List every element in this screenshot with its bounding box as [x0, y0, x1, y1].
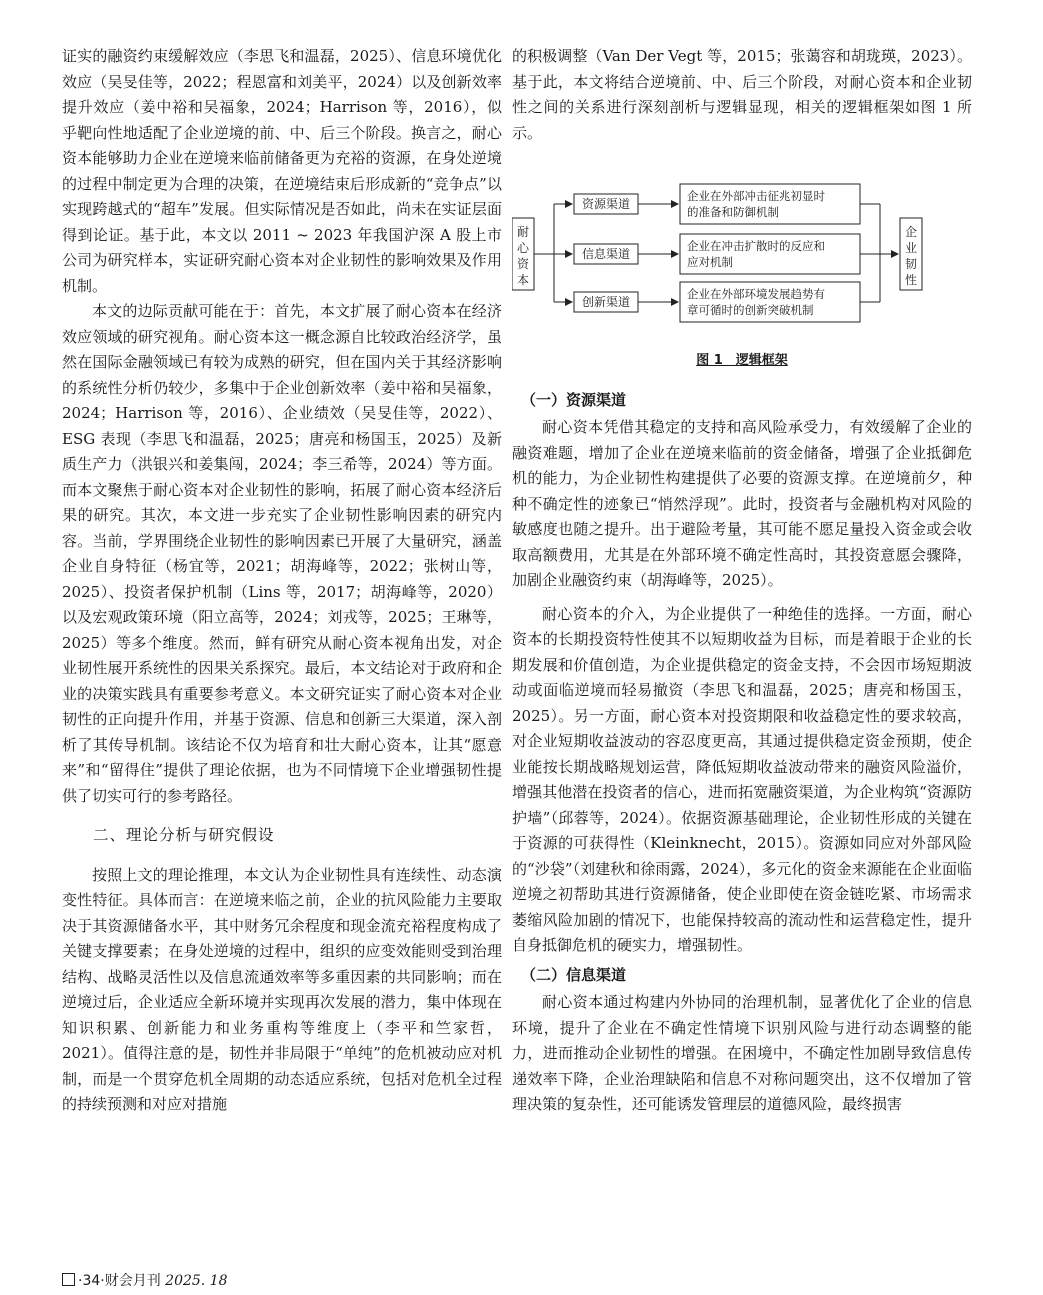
page-footer	[62, 1270, 228, 1290]
body-paragraph: 耐心资本的介入，为企业提供了一种绝佳的选择。一方面，耐心资本的长期投资特性使其不以短期收益为目标，而是着眼于企业的长期发展和价值创造，为企业提供稳定的资金支持，不会因市场短期波动或面临逆境而轻易撤资（李思飞和温磊，2025；唐亮和杨国玉，2025）。另一方面，耐心资本对投资期限和收益稳定性的要求较高，对企业短期收益波动的容忍度更高，其通过提供稳定资金预期，使企业能按长期战略规划运营，降低短期收益波动带来的融资风险溢价，增强其他潜在投资者的信心，进而拓宽融资渠道，为企业构筑“资源防护墙”（邱蓉等，2024）。依据资源基础理论，企业韧性形成的关键在于资源的可获得性（Kleinknecht，2015）。资源如同应对外部风险的“沙袋”（刘建秋和徐雨露，2024），多元化的资金来源能在企业面临逆境之初帮助其进行资源储备，使企业即使在资金链吃紧、市场需求萎缩风险加剧的情况下，也能保持较高的流动性和运营稳定性，提升自身抵御危机的硬实力，增强韧性。	[512, 604, 972, 954]
target-char: 韧	[905, 257, 918, 271]
target-char: 性	[905, 273, 918, 287]
source-char: 心	[517, 241, 530, 255]
channel-label: 创新渠道	[581, 295, 631, 309]
mechanism-text: 应对机制	[687, 255, 733, 269]
source-char: 本	[517, 273, 530, 287]
channel-label: 资源渠道	[581, 197, 631, 211]
body-paragraph: 按照上文的理论推理，本文认为企业韧性具有连续性、动态演变性特征。具体而言：在逆境来临之前，企业的抗风险能力主要取决于其资源储备水平，其中财务冗余程度和现金流充裕程度构成了关键支撑要素；在身处逆境的过程中，组织的应变效能则受到治理结构、战略灵活性以及信息流通效率等多重因素的共同影响；而在逆境过后，企业适应全新环境并实现再次发展的潜力，集中体现在知识积累、创新能力和业务重构等维度上（李平和竺家哲，2021）。值得注意的是，韧性并非局限于“单纯”的危机被动应对机制，而是一个贯穿危机全周期的动态适应系统，包括对危机全过程的持续预测和对应对措施	[62, 865, 502, 1113]
page-number: ·34·	[78, 1273, 105, 1289]
square-icon	[62, 1273, 75, 1286]
target-char: 业	[905, 241, 918, 255]
mechanism-text: 企业在冲击扩散时的反应和	[687, 239, 825, 253]
source-char: 资	[517, 257, 530, 271]
framework-diagram	[512, 156, 972, 346]
subsection-heading: （二）信息渠道	[521, 965, 627, 984]
channel-label: 信息渠道	[581, 247, 631, 261]
left-column	[62, 44, 502, 1118]
body-paragraph: 耐心资本凭借其稳定的支持和高风险承受力，有效缓解了企业的融资难题，增加了企业在逆境来临前的资金储备，增强了企业抵御危机的能力，为企业韧性构建提供了必要的资源支撑。在逆境前夕，种种不确定性的迹象已“悄然浮现”。此时，投资者与金融机构对风险的敏感度也随之提升。出于避险考量，其可能不愿足量投入资金或会收取高额费用，尤其是在外部环境不确定性高时，其投资意愿会骤降，加剧企业融资约束（胡海峰等，2025）。	[512, 418, 972, 589]
target-char: 企	[905, 225, 918, 239]
mechanism-text: 的准备和防御机制	[687, 205, 779, 219]
right-column	[512, 44, 972, 1118]
source-char: 耐	[517, 225, 530, 239]
logic-framework-figure	[512, 156, 972, 346]
body-paragraph: 耐心资本通过构建内外协同的治理机制，显著优化了企业的信息环境，提升了企业在不确定性情境下识别风险与进行动态调整的能力，进而推动企业韧性的增强。在困境中，不确定性加剧导致信息传递效率下降，企业治理缺陷和信息不对称问题突出，这不仅增加了管理决策的复杂性，还可能诱发管理层的道德风险，最终损害	[512, 993, 972, 1113]
figure-caption: 图 1 逻辑框架	[696, 353, 788, 368]
subsection-heading: （一）资源渠道	[521, 390, 627, 409]
body-paragraph: 本文的边际贡献可能在于：首先，本文扩展了耐心资本在经济效应领域的研究视角。耐心资本这一概念源自比较政治经济学，虽然在国际金融领域已有较为成熟的研究，但在国内关于其经济影响的系统性分析仍较少，多集中于企业创新效率（姜中裕和吴福象，2024；Harrison 等，2016）、企业绩效（吴旻佳等，2022）、ESG 表现（李思飞和温磊，2025；唐亮和杨国玉，2025）及新质生产力（洪银兴和姜集闯，2024；李三希等，2024）等方面。而本文聚焦于耐心资本对企业韧性的影响，拓展了耐心资本经济后果的研究。其次，本文进一步充实了企业韧性影响因素的研究内容。当前，学界围绕企业韧性的影响因素已开展了大量研究，涵盖企业自身特征（杨宜等，2021；胡海峰等，2022；张树山等，2025）、投资者保护机制（Lins 等，2017；胡海峰等，2020）以及宏观政策环境（阳立高等，2024；刘戎等，2025；王琳等，2025）等多个维度。然而，鲜有研究从耐心资本视角出发，对企业韧性展开系统性的因果关系探究。最后，本文结论对于政府和企业的决策实践具有重要参考意义。本文研究证实了耐心资本对企业韧性的正向提升作用，并基于资源、信息和创新三大渠道，深入剖析了其传导机制。该结论不仅为培育和壮大耐心资本，让其“愿意来”和“留得住”提供了理论依据，也为不同情境下企业增强韧性提供了切实可行的参考路径。	[62, 302, 502, 805]
body-paragraph: 的积极调整（Van Der Vegt 等，2015；张蔼容和胡珑瑛，2023）。基于此，本文将结合逆境前、中、后三个阶段，对耐心资本和企业韧性之间的关系进行深刻剖析与逻辑显现，相关的逻辑框架如图 1 所示。	[512, 47, 972, 142]
journal-issue: 2025. 18	[165, 1273, 228, 1289]
mechanism-text: 章可循时的创新突破机制	[687, 303, 814, 317]
section-heading: 二、理论分析与研究假设	[93, 826, 275, 844]
mechanism-text: 企业在外部环境发展趋势有	[687, 287, 825, 301]
journal-name: 财会月刊	[104, 1273, 161, 1289]
body-paragraph: 证实的融资约束缓解效应（李思飞和温磊，2025）、信息环境优化效应（吴旻佳等，2022；程恩富和刘美平，2024）以及创新效率提升效应（姜中裕和吴福象，2024；Harrison 等，2016），似乎靶向性地适配了企业逆境的前、中、后三个阶段。换言之，耐心资本能够助力企业在逆境来临前储备更为充裕的资源，在身处逆境的过程中制定更为合理的决策，在逆境结束后形成新的“竞争点”以实现跨越式的“超车”发展。但实际情况是否如此，尚未在实证层面得到论证。基于此，本文以 2011 ~ 2023 年我国沪深 A 股上市公司为研究样本，实证研究耐心资本对企业韧性的影响效果及作用机制。	[62, 47, 502, 295]
mechanism-text: 企业在外部冲击征兆初显时	[687, 189, 825, 203]
